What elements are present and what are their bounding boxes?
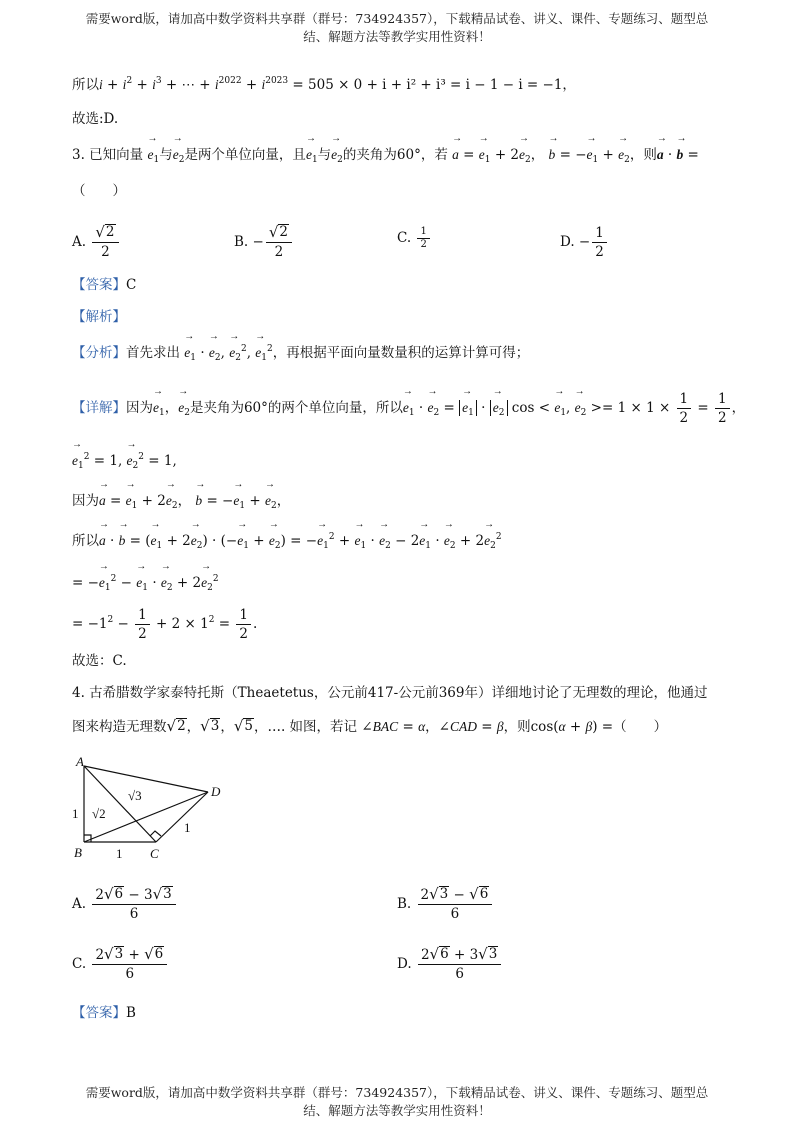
header-line-2: 结、解题方法等教学实用性资料！ xyxy=(303,29,491,44)
page-header xyxy=(60,10,734,46)
label-point-b: B xyxy=(74,845,82,860)
q4-option-b: B. 2 √ 3 − √ 6 6 xyxy=(397,886,494,923)
q3-option-d: D. − $\frac{1}{2}$ xyxy=(560,224,609,261)
label-len-cd: 1 xyxy=(184,820,191,835)
prev-so-label: 所以 xyxy=(72,77,99,93)
footer-line-1: 需要word版，请加高中数学资料共享群（群号：734924357），下载精品试卷、讲义、课件、专题练习、题型总 xyxy=(85,1085,709,1100)
prev-choice: 故选:D. xyxy=(72,111,119,127)
prev-result-text: = 505 × 0 + i + i² + i³ = i − 1 − i = −1， xyxy=(292,77,576,93)
q3-detail-6: = $-1^2$ − $\frac{1}{2}$ + $2 \times 1^2$ = $\frac{1}{2}$ . xyxy=(72,607,258,642)
q3-detail-1: 【详解】因为→ $e_1$，→ $e_2$是夹角为60°的两个单位向量，所以→ $e_1$ · → $e_2$ = → $e_1$ · → $e_2$ cos < → $e_1$, → $e_2 >= 1 \times 1$ × $\frac{1}{2}$ = $\frac{1}{2}$ ， xyxy=(72,390,745,427)
label-point-d: D xyxy=(211,784,221,799)
q3-answer: 【答案】C xyxy=(72,277,137,293)
footer-line-2: 结、解题方法等教学实用性资料！ xyxy=(303,1103,491,1118)
q3-choice: 故选：C. xyxy=(72,653,127,669)
label-point-c: C xyxy=(150,846,159,861)
header-line-1: 需要word版，请加高中数学资料共享群（群号：734924357），下载精品试卷、讲义、课件、专题练习、题型总 xyxy=(85,11,709,26)
label-len-bc: 1 xyxy=(116,846,123,861)
q3-paren: （ ） xyxy=(72,183,126,199)
label-len-ad: √3 xyxy=(128,788,142,803)
segment-ac xyxy=(84,766,156,842)
q3-stem: 3. 已知向量 → $e_1$与→ $e_2$是两个单位向量，且→ $e_1$与→ $e_2$的夹角为60°，若 → a = → $e_1 + 2\to e_2$， → b = −→ $e_1$ + → $e_2$，则→ a · → b = xyxy=(72,144,699,166)
q3-option-c: C. $\frac{1}{2}$ xyxy=(397,226,432,251)
q3-fenxi: 【分析】首先求出 → $e_1$ · → $e_2$, → $e_2^2$, → $e_1^2$，再根据平面向量数量积的运算计算可得； xyxy=(72,342,529,364)
q3-analysis-tag: 【解析】 xyxy=(72,309,126,325)
q3-detail-4: 所以→ a · → b = (→ $e_1 + 2\to e_2$) · (−→ $e_1$ + → $e_2$) = −→ $e_1^2$ + → $e_1$ · → $e_2 - 2\to e_1$ · → $e_2 + 2\to e_2^2$ xyxy=(72,530,502,552)
q3-option-a: A. √ 2 2 xyxy=(72,224,121,261)
page-footer xyxy=(60,1084,734,1120)
segment-cd xyxy=(156,792,208,842)
q4-option-c: C. 2 √ 3 + √ 6 6 xyxy=(72,946,169,983)
label-point-a: A xyxy=(76,756,84,769)
q4-option-d: D. 2 √ 6 + 3 √ 3 6 xyxy=(397,946,503,983)
q3-detail-2: → $e_1^2 = 1$, → $e_2^2 = 1$, xyxy=(72,450,177,472)
q4-answer: 【答案】B xyxy=(72,1005,136,1021)
q4-figure xyxy=(66,756,246,866)
q3-detail-3: 因为→ a = → $e_1 + 2\to e_2$， → b = −→ $e_1$ + → $e_2$， xyxy=(72,490,290,512)
prev-result: 所以$i + i^2 + i^3$ + ⋯ + $i^{2022} + i^{2023} = 505 \times 0 + i + i^2 + i^3 = i - 1 - i = -1$， xyxy=(72,76,576,93)
q4-option-a: A. 2 √ 6 − 3 √ 3 6 xyxy=(72,886,178,923)
q4-stem-1: 4. 古希腊数学家泰特托斯（Theaetetus，公元前417-公元前369年）详细地讨论了无理数的理论，他通过 xyxy=(72,685,708,701)
label-len-ab: 1 xyxy=(72,806,79,821)
label-len-ac: √2 xyxy=(92,806,106,821)
segment-ad xyxy=(84,766,208,792)
q3-option-b: B. − √ 2 2 xyxy=(234,224,294,261)
right-angle-c xyxy=(150,831,161,836)
q4-stem-2: 图来构造无理数 √ 2 ， √ 3 ， √ 5 ，…. 如图，若记 ∠BAC = α，∠CAD = β，则cos(α + β) =（ ） xyxy=(72,717,668,735)
q3-detail-5: = −→ $e_1^2$ − → $e_1$ · → $e_2 + 2\to e_2^2$ xyxy=(72,572,219,594)
